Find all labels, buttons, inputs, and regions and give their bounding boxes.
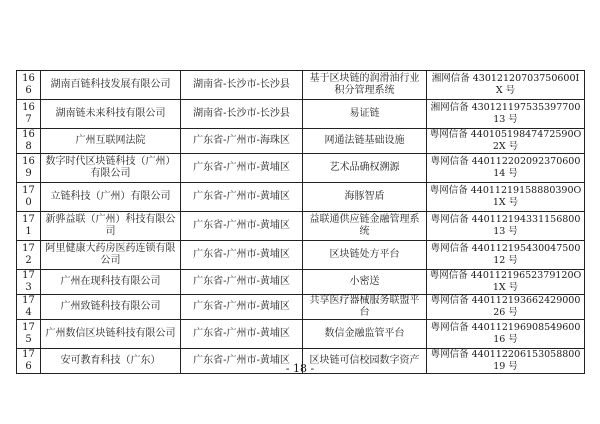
cell-region: 广东省-广州市-黄埔区	[181, 349, 303, 374]
cell-number: 167	[17, 100, 41, 129]
cell-company-name: 广州数信区块链科技有限公司	[41, 320, 181, 349]
table-row	[17, 212, 585, 241]
cell-record-number: 粤网信备 44011219543004750012 号	[427, 241, 585, 270]
cell-record-number: 湘网信备 43012119753539770013 号	[427, 100, 585, 129]
cell-company-name: 湖南百链科技发展有限公司	[41, 71, 181, 100]
cell-number: 176	[17, 349, 41, 374]
cell-number: 169	[17, 154, 41, 183]
cell-region: 广东省-广州市-黄埔区	[181, 320, 303, 349]
cell-record-number: 粤网信备 44011220209237060014 号	[427, 154, 585, 183]
cell-region: 湖南省-长沙市-长沙县	[181, 100, 303, 129]
table-row	[17, 129, 585, 154]
table-row	[17, 270, 585, 295]
table-row	[17, 295, 585, 320]
cell-service-name: 海豚智盾	[303, 183, 427, 212]
cell-number: 174	[17, 295, 41, 320]
cell-record-number: 粤网信备 44011219158880390O1X 号	[427, 183, 585, 212]
cell-number: 173	[17, 270, 41, 295]
cell-record-number: 湘网信备 43012120703750600IX 号	[427, 71, 585, 100]
cell-record-number: 粤网信备 44010519847472590O2X 号	[427, 129, 585, 154]
cell-company-name: 阿里健康大药房医药连锁有限公司	[41, 241, 181, 270]
table-row	[17, 320, 585, 349]
cell-record-number: 粤网信备 44011219433115680013 号	[427, 212, 585, 241]
cell-service-name: 共享医疗器械服务联盟平台	[303, 295, 427, 320]
cell-service-name: 易证链	[303, 100, 427, 129]
table-row	[17, 183, 585, 212]
cell-region: 广东省-广州市-黄埔区	[181, 295, 303, 320]
cell-number: 166	[17, 71, 41, 100]
cell-region: 广东省-广州市-黄埔区	[181, 270, 303, 295]
cell-record-number: 粤网信备 44011219690854960016 号	[427, 320, 585, 349]
cell-record-number: 粤网信备 44011219366242900026 号	[427, 295, 585, 320]
table-row	[17, 100, 585, 129]
cell-service-name: 基于区块链的润滑油行业积分管理系统	[303, 71, 427, 100]
page-number: - 18 -	[285, 362, 315, 375]
cell-region: 广东省-广州市-黄埔区	[181, 183, 303, 212]
cell-record-number: 粤网信备 44011220615305880019 号	[427, 349, 585, 374]
cell-company-name: 广州互联网法院	[41, 129, 181, 154]
cell-company-name: 湖南链未来科技有限公司	[41, 100, 181, 129]
cell-service-name: 益联通供应链金融管理系统	[303, 212, 427, 241]
cell-number: 171	[17, 212, 41, 241]
cell-number: 170	[17, 183, 41, 212]
cell-number: 168	[17, 129, 41, 154]
cell-region: 广东省-广州市-海珠区	[181, 129, 303, 154]
cell-service-name: 小密送	[303, 270, 427, 295]
cell-company-name: 立链科技（广州）有限公司	[41, 183, 181, 212]
cell-company-name: 广州在现科技有限公司	[41, 270, 181, 295]
cell-company-name: 安可教育科技（广东）	[41, 349, 181, 374]
cell-company-name: 广州致链科技有限公司	[41, 295, 181, 320]
cell-region: 广东省-广州市-黄埔区	[181, 212, 303, 241]
cell-service-name: 区块链处方平台	[303, 241, 427, 270]
cell-region: 湖南省-长沙市-长沙县	[181, 71, 303, 100]
cell-region: 广东省-广州市-黄埔区	[181, 154, 303, 183]
cell-number: 172	[17, 241, 41, 270]
cell-service-name: 数信金融监管平台	[303, 320, 427, 349]
cell-service-name: 网通法链基础设施	[303, 129, 427, 154]
cell-service-name: 区块链可信校园数字资产	[303, 349, 427, 374]
cell-company-name: 数字时代区块链科技（广州）有限公司	[41, 154, 181, 183]
cell-number: 175	[17, 320, 41, 349]
table-row	[17, 241, 585, 270]
registry-table	[16, 70, 585, 374]
cell-service-name: 艺术品确权溯源	[303, 154, 427, 183]
cell-company-name: 新骅益联（广州）科技有限公司	[41, 212, 181, 241]
cell-region: 广东省-广州市-黄埔区	[181, 241, 303, 270]
cell-record-number: 粤网信备 44011219652379120O1X 号	[427, 270, 585, 295]
table-row	[17, 71, 585, 100]
table-row	[17, 154, 585, 183]
